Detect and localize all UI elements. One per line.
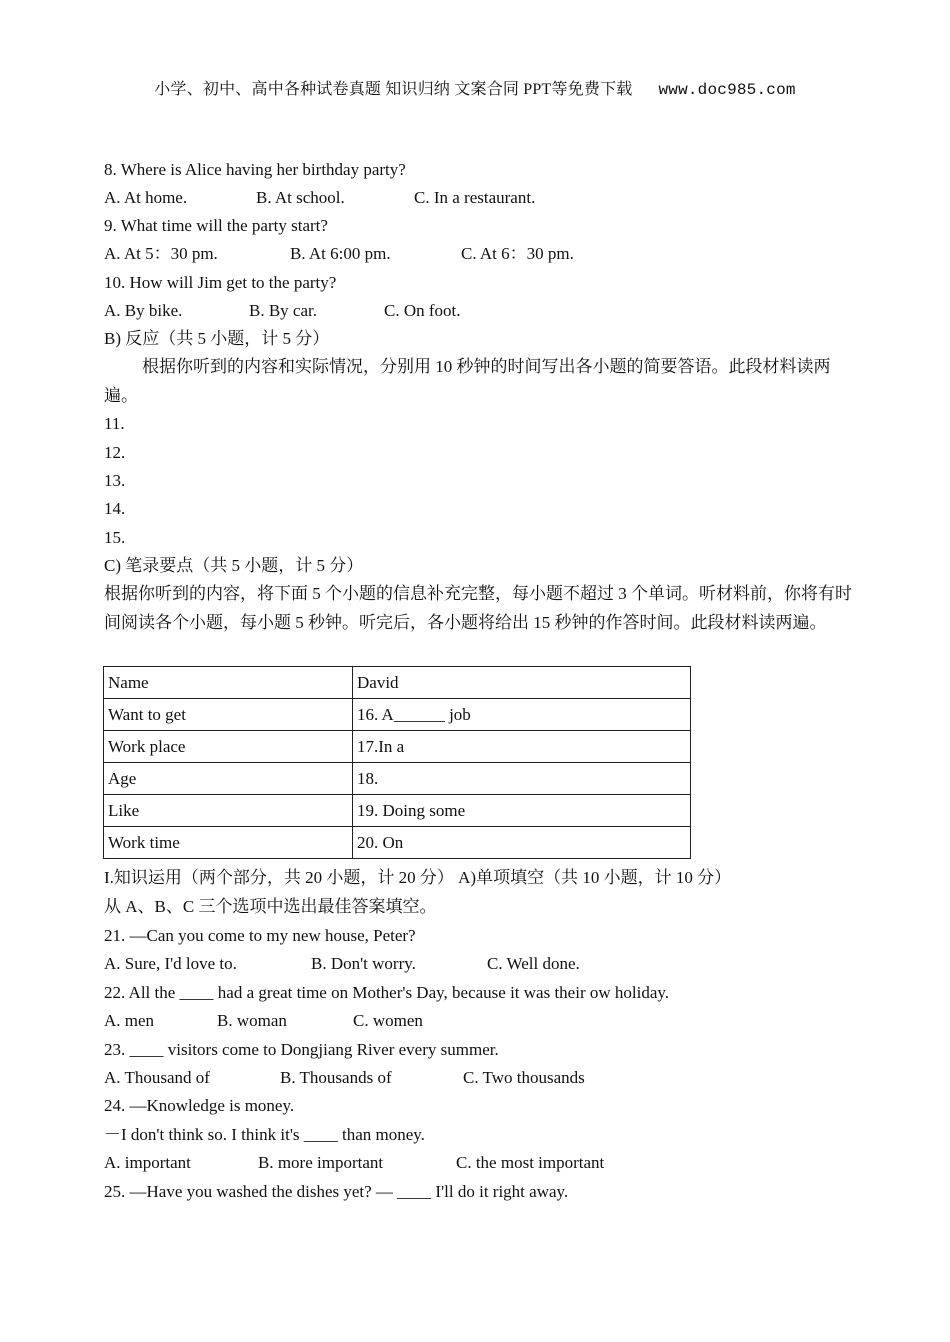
table-row bbox=[104, 731, 691, 763]
answer-line-11: 11. bbox=[104, 414, 125, 433]
part-i-title: I.知识运用（两个部分，共 20 小题，计 20 分） A)单项填空（共 10 小题，计 10 分） bbox=[104, 868, 732, 887]
section-b-title: B) 反应（共 5 小题，计 5 分） bbox=[104, 329, 330, 348]
table-cell-label: Work place bbox=[104, 731, 353, 763]
question-22-option-c: C. women bbox=[353, 1011, 423, 1030]
table-cell-value: 16. A______ job bbox=[353, 699, 691, 731]
question-21-option-a: A. Sure, I'd love to. bbox=[104, 954, 237, 973]
answer-line-15: 15. bbox=[104, 528, 126, 547]
header-url[interactable]: www.doc985.com bbox=[658, 81, 796, 99]
question-24-option-c: C. the most important bbox=[456, 1153, 605, 1172]
table-cell-label: Work time bbox=[104, 827, 353, 859]
table-cell-value: 18. bbox=[353, 763, 691, 795]
section-c-instruction: 根据你听到的内容，将下面 5 个小题的信息补充完整，每小题不超过 3 个单词。听材料前，你将有时间阅读各个小题，每小题 5 秒钟。听完后，各小题将给出 15 秒钟的作答时间。此段材料读两遍。 bbox=[104, 584, 852, 632]
table-cell-label: Want to get bbox=[104, 699, 353, 731]
notes-table bbox=[103, 666, 691, 859]
question-23-option-c: C. Two thousands bbox=[463, 1068, 585, 1087]
question-9-option-a: A. At 5：30 pm. bbox=[104, 244, 218, 263]
table-row bbox=[104, 827, 691, 859]
table-row bbox=[104, 699, 691, 731]
question-10-option-b: B. By car. bbox=[249, 301, 317, 320]
question-23-option-a: A. Thousand of bbox=[104, 1068, 210, 1087]
answer-line-12: 12. bbox=[104, 443, 126, 462]
table-cell-label: Age bbox=[104, 763, 353, 795]
question-21-option-b: B. Don't worry. bbox=[311, 954, 416, 973]
question-22-option-b: B. woman bbox=[217, 1011, 287, 1030]
section-c-title: C) 笔录要点（共 5 小题，计 5 分） bbox=[104, 556, 364, 575]
table-cell-value: 20. On bbox=[353, 827, 691, 859]
question-10-option-c: C. On foot. bbox=[384, 301, 461, 320]
table-cell-label: Like bbox=[104, 795, 353, 827]
question-9-stem: 9. What time will the party start? bbox=[104, 216, 328, 235]
table-row bbox=[104, 667, 691, 699]
table-row bbox=[104, 795, 691, 827]
question-23-stem: 23. ____ visitors come to Dongjiang River every summer. bbox=[104, 1040, 499, 1059]
question-8-option-c: C. In a restaurant. bbox=[414, 188, 536, 207]
question-10-option-a: A. By bike. bbox=[104, 301, 183, 320]
question-21-stem: 21. —Can you come to my new house, Peter? bbox=[104, 926, 416, 945]
question-24-option-a: A. important bbox=[104, 1153, 191, 1172]
question-9-option-c: C. At 6：30 pm. bbox=[461, 244, 574, 263]
answer-line-14: 14. bbox=[104, 499, 126, 518]
table-cell-label: Name bbox=[104, 667, 353, 699]
table-row bbox=[104, 763, 691, 795]
question-21-option-c: C. Well done. bbox=[487, 954, 580, 973]
section-b-instruction: 根据你听到的内容和实际情况，分别用 10 秒钟的时间写出各小题的简要答语。此段材料读两遍。 bbox=[104, 357, 831, 405]
table-cell-value: 17.In a bbox=[353, 731, 691, 763]
question-8-option-a: A. At home. bbox=[104, 188, 188, 207]
answer-line-13: 13. bbox=[104, 471, 126, 490]
question-22-option-a: A. men bbox=[104, 1011, 155, 1030]
table-cell-value: David bbox=[353, 667, 691, 699]
question-9-option-b: B. At 6:00 pm. bbox=[290, 244, 391, 263]
question-8-stem: 8. Where is Alice having her birthday party? bbox=[104, 160, 406, 179]
question-24-option-b: B. more important bbox=[258, 1153, 384, 1172]
question-25-stem: 25. —Have you washed the dishes yet? — ____ I'll do it right away. bbox=[104, 1182, 569, 1201]
question-24-stem: 24. —Knowledge is money. bbox=[104, 1096, 295, 1115]
table-cell-value: 19. Doing some bbox=[353, 795, 691, 827]
question-10-stem: 10. How will Jim get to the party? bbox=[104, 273, 337, 292]
question-23-option-b: B. Thousands of bbox=[280, 1068, 392, 1087]
question-24-reply: －I don't think so. I think it's ____ than money. bbox=[104, 1125, 425, 1144]
part-i-instruction: 从 A、B、C 三个选项中选出最佳答案填空。 bbox=[104, 897, 437, 916]
question-8-option-b: B. At school. bbox=[256, 188, 345, 207]
page-header bbox=[0, 76, 950, 99]
question-22-stem: 22. All the ____ had a great time on Mother's Day, because it was their ow holiday. bbox=[104, 983, 670, 1002]
header-text: 小学、初中、高中各种试卷真题 知识归纳 文案合同 PPT等免费下载 bbox=[154, 81, 633, 98]
